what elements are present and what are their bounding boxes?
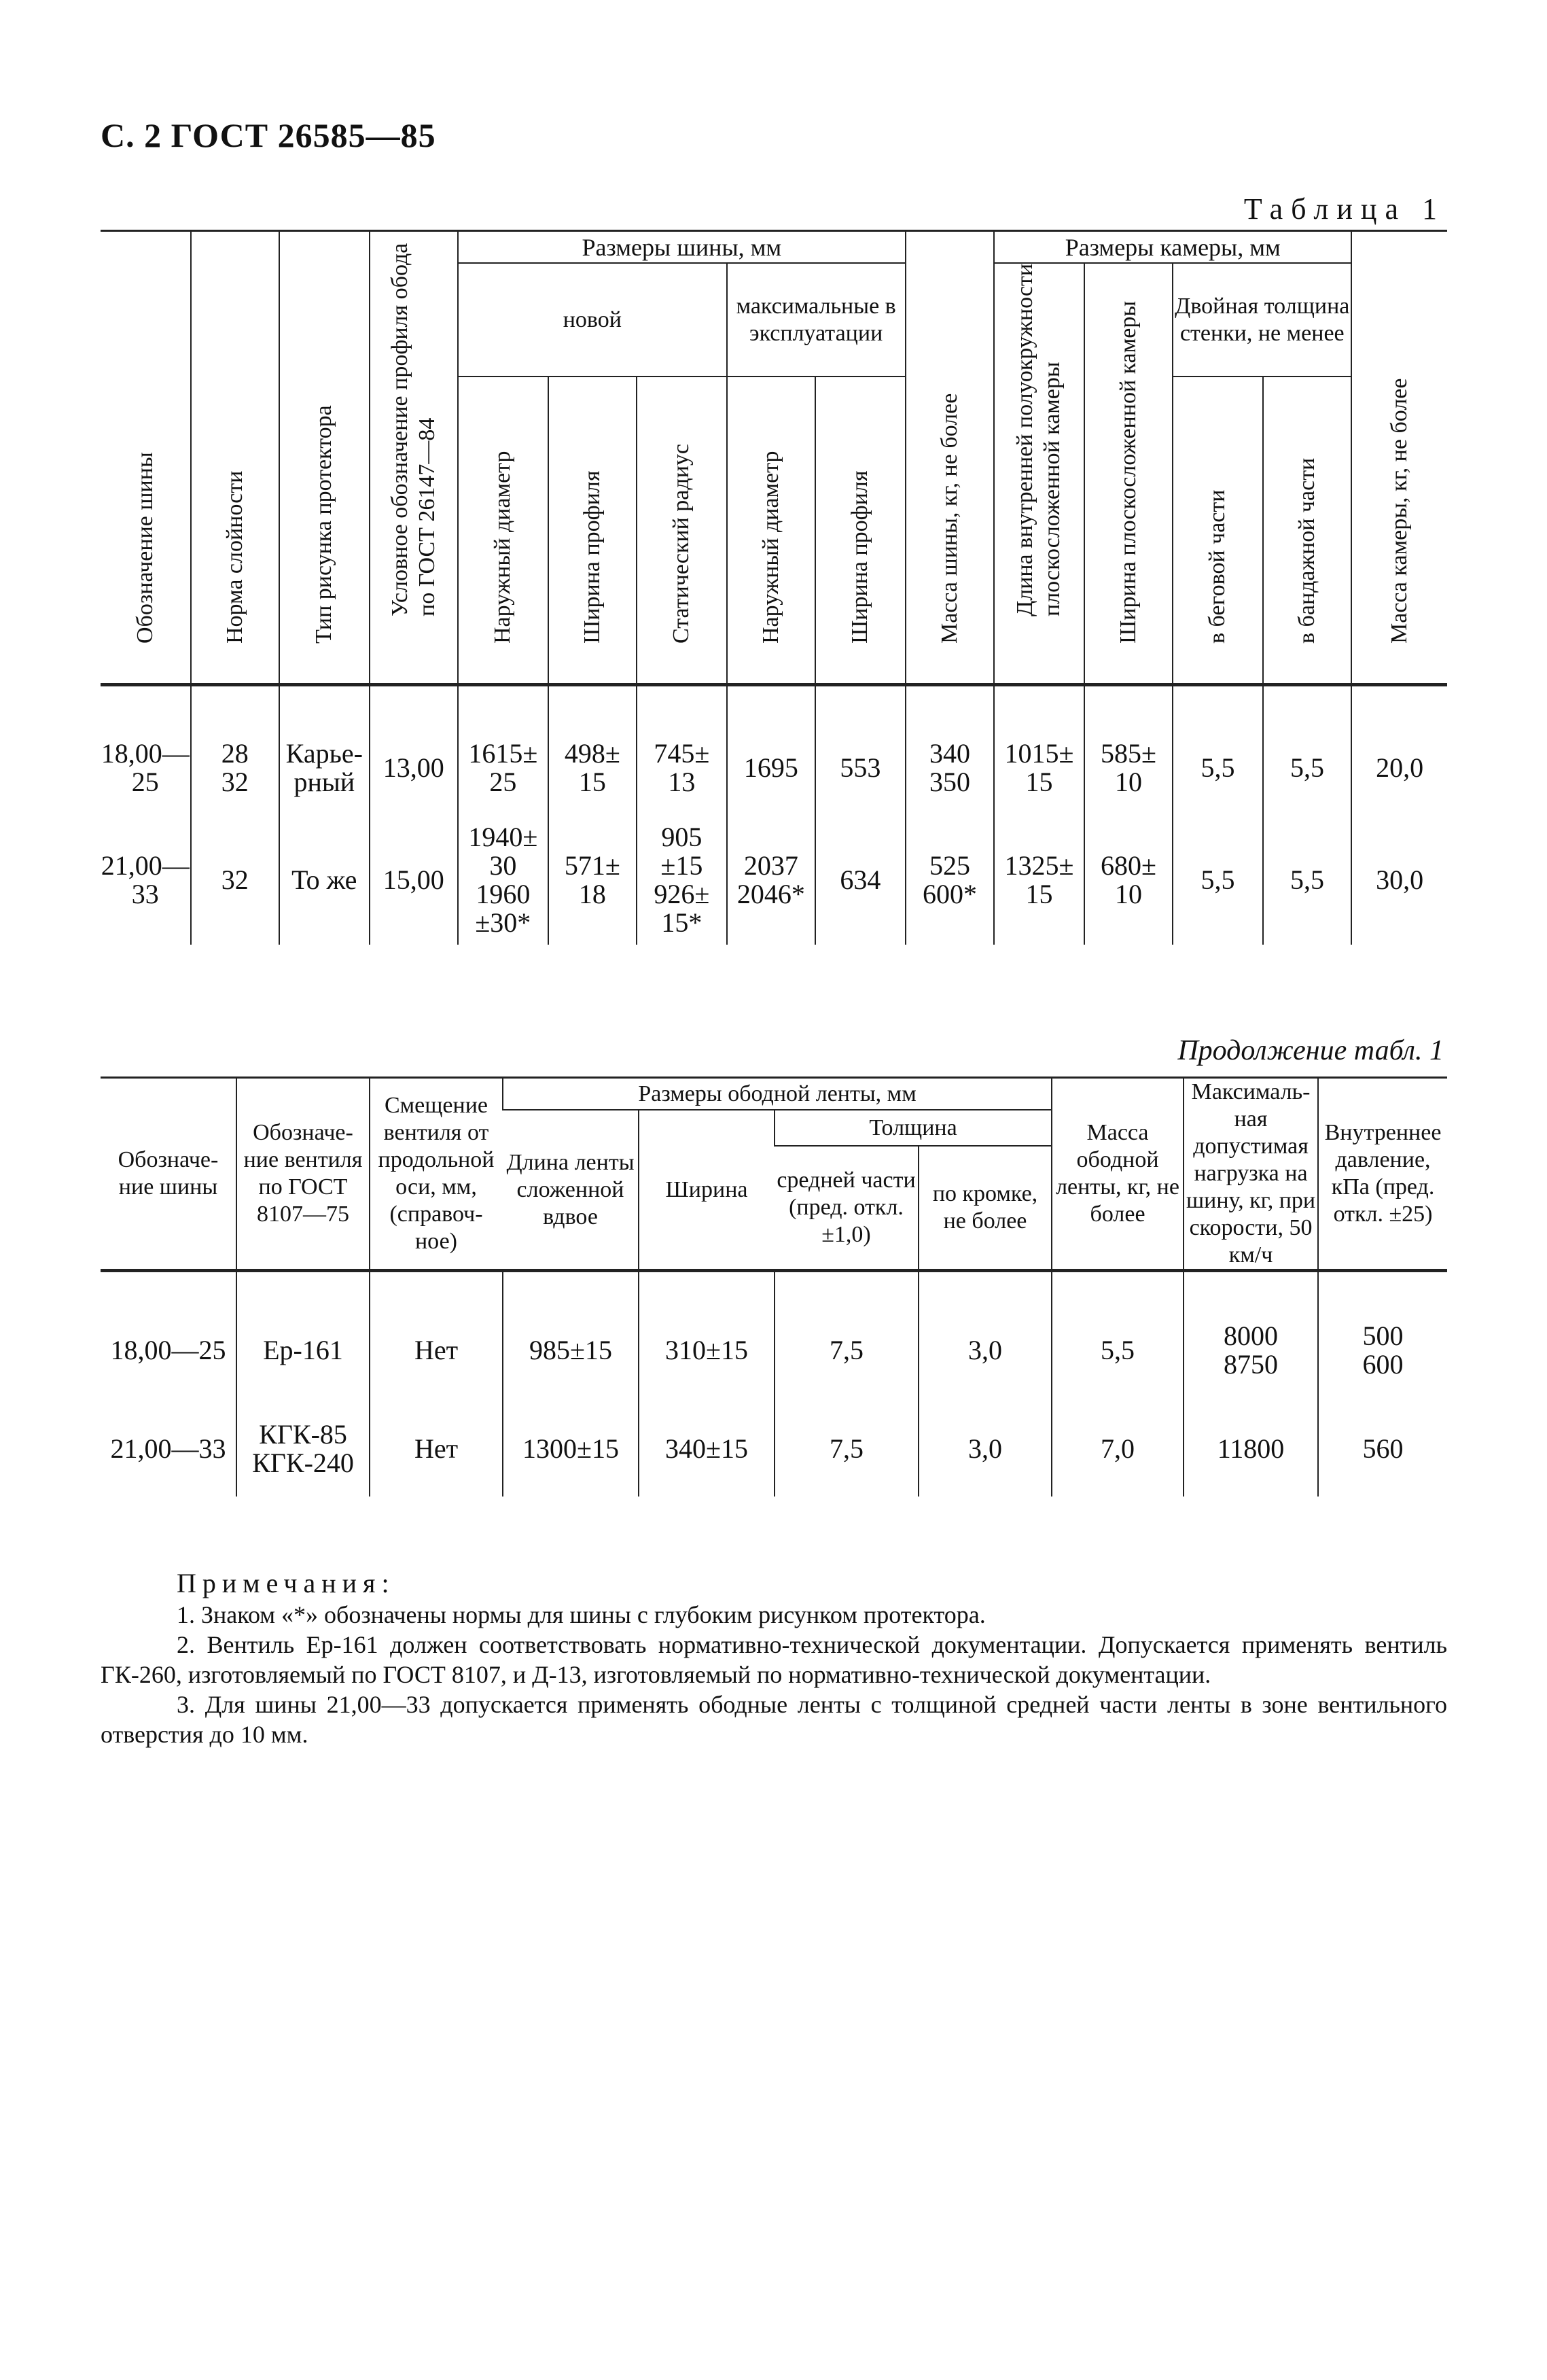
col-header-valve-offset: Смещение вентиля от продольной оси, мм, (справоч- ное) — [370, 1078, 503, 1271]
table-row: 21,00— 33 32 То же 15,00 1940± 30 1960 ±30* 571± 18 905 ±15 926± 15* 2037 2046* 634 525 600* 1325± 15 680± 10 5,5 5,5 30,0 — [101, 816, 1447, 945]
note-item: 1. Знаком «*» обозначены нормы для шины с глубоким рисунком протектора. — [177, 1601, 986, 1628]
group-header-double-wall: Двойная толщина стенки, не менее — [1173, 263, 1351, 377]
note-item: 3. Для шины 21,00—33 допускается применять ободные ленты с толщиной средней части ленты в зоне вентильного отверстия до 10 мм. — [101, 1691, 1447, 1748]
group-header-max-in-use: максимальные в эксплуатации — [727, 263, 906, 377]
col-header-ply: Норма слойности — [191, 231, 280, 685]
col-header-max-load: Максималь- ная допустимая нагрузка на шину, кг, при скорости, 50 км/ч — [1184, 1078, 1318, 1271]
col-header-tube-width: Ширина плоскосложенной камеры — [1084, 263, 1173, 685]
continuation-caption: Продолжение табл. 1 — [1177, 1035, 1444, 1066]
table-row: 18,00—25 Ер-161 Нет 985±15 310±15 7,5 3,0 5,5 8000 8750 500 600 — [101, 1271, 1447, 1402]
group-header-thickness: Толщина — [775, 1110, 1052, 1146]
col-header-tube-length: Длина внутренней полуокружности плоскосложенной камеры — [994, 263, 1084, 685]
col-header-band-mass: Масса ободной ленты, кг, не более — [1052, 1078, 1184, 1271]
note-item: 2. Вентиль Ер-161 должен соответствовать нормативно-технической документации. Допускается применять вентиль ГК-260, изготовляемый по ГОСТ 8107, и Д-13, изготовляемый по нормативно-технической документации. — [101, 1631, 1447, 1688]
col-header-pressure: Внутреннее давление, кПа (пред. откл. ±25) — [1318, 1078, 1447, 1271]
notes-title: Примечания: — [177, 1568, 395, 1598]
col-header-tread-part: в беговой части — [1173, 377, 1263, 685]
col-header-static-radius: Статический радиус — [637, 377, 727, 685]
col-header-edge-thickness: по кромке, не более — [919, 1146, 1052, 1271]
group-header-tube-dimensions: Размеры камеры, мм — [994, 231, 1351, 264]
group-header-rim-band: Размеры ободной ленты, мм — [503, 1078, 1052, 1110]
group-header-new-tire: новой — [458, 263, 727, 377]
col-header-designation: Обозначе- ние шины — [101, 1078, 236, 1271]
col-header-outer-diameter: Наружный диаметр — [458, 377, 548, 685]
table-row: 21,00—33 КГК-85 КГК-240 Нет 1300±15 340±15 7,5 3,0 7,0 11800 560 — [101, 1401, 1447, 1497]
col-header-rim: Условное обозначение профиля обода по ГОСТ 26147—84 — [370, 231, 459, 685]
tire-dimensions-table — [101, 230, 1447, 945]
page-header: С. 2 ГОСТ 26585—85 — [101, 116, 436, 154]
col-header-band-length: Длина ленты сложенной вдвое — [503, 1110, 639, 1271]
col-header-bead-part: в бандажной части — [1263, 377, 1352, 685]
col-header-mid-thickness: средней части (пред. откл.±1,0) — [775, 1146, 919, 1271]
col-header-band-width: Ширина — [639, 1110, 775, 1271]
col-header-tread: Тип рисунка протектора — [279, 231, 370, 685]
col-header-tire-mass: Масса шины, кг, не более — [906, 231, 995, 685]
col-header-valve: Обозначе- ние вентиля по ГОСТ 8107—75 — [236, 1078, 370, 1271]
table-caption: Таблица 1 — [1243, 192, 1445, 226]
group-header-tire-dimensions: Размеры шины, мм — [458, 231, 906, 264]
rim-band-table — [101, 1077, 1447, 1497]
col-header-profile-width: Ширина профиля — [548, 377, 637, 685]
col-header-max-outer-diameter: Наружный диаметр — [727, 377, 816, 685]
col-header-designation: Обозначение шины — [101, 231, 191, 685]
col-header-max-profile-width: Ширина профиля — [815, 377, 906, 685]
notes-section — [101, 1569, 1447, 1749]
col-header-tube-mass: Масса камеры, кг, не более — [1351, 231, 1447, 685]
table-row: 18,00— 25 28 32 Карье- рный 13,00 1615± 25 498± 15 745± 13 1695 553 340 350 1015± 15 585± 10 5,5 5,5 20,0 — [101, 685, 1447, 816]
